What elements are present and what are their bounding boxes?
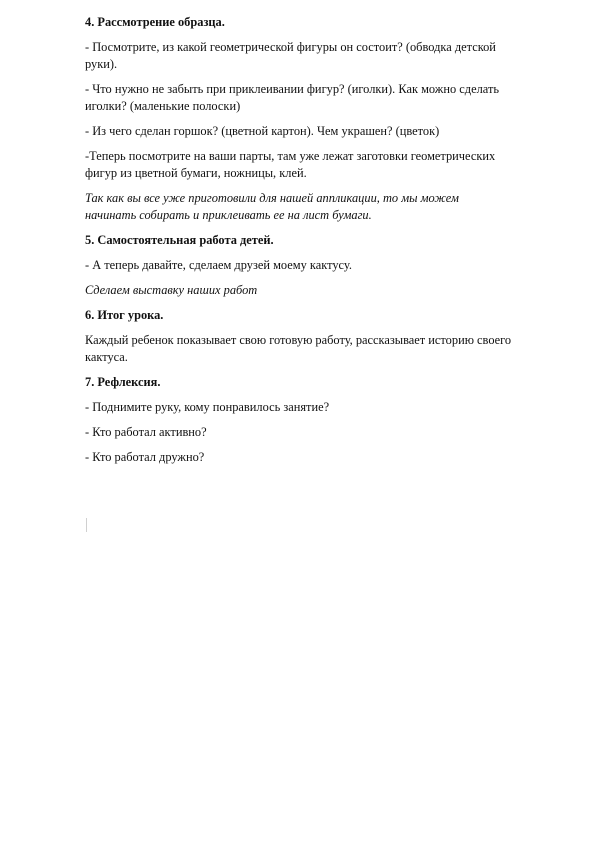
text-line: начинать собирать и приклеивать ее на лист бумаги. [85, 208, 372, 222]
document-body [85, 14, 565, 474]
section-4-paragraph-1 [85, 39, 565, 73]
text-cursor-mark [86, 518, 87, 532]
section-5-paragraph-1: - А теперь давайте, сделаем друзей моему кактусу. [85, 258, 352, 272]
section-6-paragraph-1 [85, 332, 565, 366]
section-6-heading: 6. Итог урока. [85, 308, 164, 322]
section-4-paragraph-2 [85, 81, 565, 115]
text-line: Каждый ребенок показывает свою готовую работу, рассказывает историю своего [85, 333, 512, 347]
text-line: - Что нужно не забыть при приклеивании фигур? (иголки). Как можно сделать [85, 82, 500, 96]
text-line: руки). [85, 57, 118, 71]
section-5-paragraph-2: Сделаем выставку наших работ [85, 283, 258, 297]
text-line: Так как вы все уже приготовили для нашей аппликации, то мы можем [85, 191, 459, 205]
section-4-paragraph-3: - Из чего сделан горшок? (цветной картон). Чем украшен? (цветок) [85, 124, 440, 138]
text-line: -Теперь посмотрите на ваши парты, там уже лежат заготовки геометрических [85, 149, 496, 163]
text-line: кактуса. [85, 350, 128, 364]
section-7-paragraph-2: - Кто работал активно? [85, 425, 207, 439]
section-7-paragraph-3: - Кто работал дружно? [85, 450, 205, 464]
text-line: - Посмотрите, из какой геометрической фигуры он состоит? (обводка детской [85, 40, 496, 54]
section-5-heading: 5. Самостоятельная работа детей. [85, 233, 274, 247]
section-4-paragraph-5 [85, 190, 565, 224]
text-line: фигур из цветной бумаги, ножницы, клей. [85, 166, 307, 180]
text-line: иголки? (маленькие полоски) [85, 99, 241, 113]
section-7-heading: 7. Рефлексия. [85, 375, 161, 389]
section-7-paragraph-1: - Поднимите руку, кому понравилось занятие? [85, 400, 330, 414]
section-4-paragraph-4 [85, 148, 565, 182]
section-4-heading: 4. Рассмотрение образца. [85, 15, 225, 29]
